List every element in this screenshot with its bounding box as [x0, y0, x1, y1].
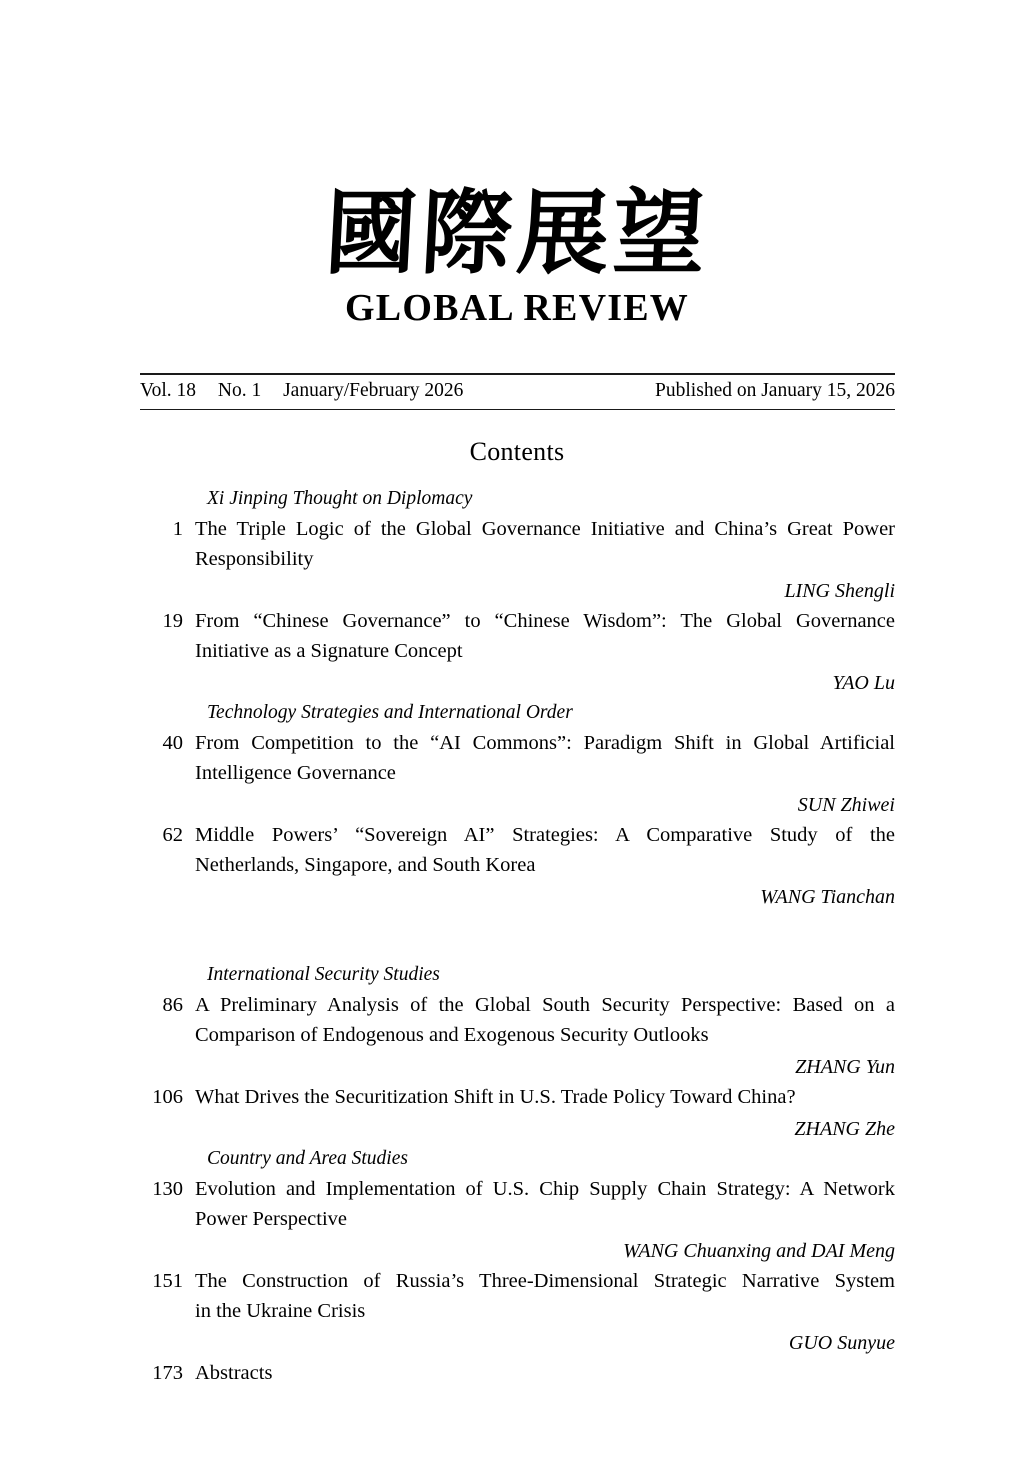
toc-entry-page-number: 86: [162, 994, 183, 1016]
toc-entry-author: YAO Lu: [832, 672, 895, 694]
toc-entry-title[interactable]: [195, 990, 895, 1050]
toc-entry-title-line: From Competition to the “AI Commons”: Paradigm Shift in Global Artificial: [195, 732, 895, 754]
toc-entry-page-number: 151: [152, 1270, 183, 1292]
toc-entry-title[interactable]: [195, 606, 895, 666]
toc-entry-author: WANG Chuanxing and DAI Meng: [623, 1240, 895, 1262]
toc-entry[interactable]: [140, 820, 895, 880]
toc-entry-title-line: Intelligence Governance: [195, 762, 396, 784]
toc-entry-title-line: From “Chinese Governance” to “Chinese Wisdom”: The Global Governance: [195, 610, 895, 632]
toc-entry-author: ZHANG Yun: [795, 1056, 895, 1078]
toc-entry-author: GUO Sunyue: [788, 1332, 895, 1354]
page-title: Contents: [469, 437, 565, 466]
toc-entry-page-number: 173: [152, 1362, 183, 1384]
toc-entry[interactable]: [140, 1082, 895, 1112]
issue-identifier: [140, 380, 463, 402]
toc-entry-author: SUN Zhiwei: [797, 794, 895, 816]
toc-entry-title-line: Comparison of Endogenous and Exogenous Security Outlooks: [195, 1024, 709, 1046]
toc-entry-page-number: 130: [152, 1178, 183, 1200]
toc-entry-title[interactable]: [195, 728, 895, 788]
issue-date: January/February 2026: [283, 380, 464, 401]
toc-entry[interactable]: [140, 606, 895, 666]
toc-entry-title-line: What Drives the Securitization Shift in U.S. Trade Policy Toward China?: [195, 1086, 796, 1108]
toc-entry-author: ZHANG Zhe: [794, 1118, 895, 1140]
toc-entry-page-number: 40: [162, 732, 183, 754]
toc-entry-title[interactable]: [195, 820, 895, 880]
table-of-contents: [140, 484, 895, 1388]
toc-entry-title-line: Netherlands, Singapore, and South Korea: [195, 854, 536, 876]
toc-entry-title-line: Middle Powers’ “Sovereign AI” Strategies: A Comparative Study of the: [195, 824, 895, 846]
toc-entry-title-line: Power Perspective: [195, 1208, 347, 1230]
toc-entry-author: LING Shengli: [784, 580, 895, 602]
issue-number: No. 1: [217, 380, 262, 401]
toc-entry-title[interactable]: [195, 1358, 895, 1388]
toc-entry-page-number: 19: [162, 610, 183, 632]
toc-entry[interactable]: [140, 1266, 895, 1326]
toc-entry-title[interactable]: [195, 1174, 895, 1234]
issue-published-date: Published on January 15, 2026: [655, 380, 895, 401]
toc-entry[interactable]: [140, 1358, 895, 1388]
toc-entry-title-line: The Triple Logic of the Global Governance Initiative and China’s Great Power: [195, 518, 895, 540]
toc-section-heading: Technology Strategies and International Order: [207, 702, 573, 723]
toc-section-heading: International Security Studies: [207, 964, 440, 985]
toc-entry[interactable]: [140, 514, 895, 574]
toc-entry-title-line: Initiative as a Signature Concept: [195, 640, 463, 662]
toc-entry-title-line: in the Ukraine Crisis: [195, 1300, 366, 1322]
toc-entry-page-number: 62: [162, 824, 183, 846]
toc-entry-title[interactable]: [195, 1266, 895, 1326]
toc-entry-title[interactable]: [195, 1082, 895, 1112]
toc-entry-title-line: Evolution and Implementation of U.S. Chip Supply Chain Strategy: A Network: [195, 1178, 895, 1200]
toc-entry-title-line: Abstracts: [195, 1362, 273, 1384]
toc-entry-page-number: 1: [172, 518, 183, 540]
toc-entry-title-line: The Construction of Russia’s Three-Dimensional Strategic Narrative System: [195, 1270, 895, 1292]
toc-entry-page-number: 106: [152, 1086, 183, 1108]
toc-section-heading: Xi Jinping Thought on Diplomacy: [207, 488, 473, 509]
issue-information-bar: [140, 373, 895, 410]
toc-entry[interactable]: [140, 728, 895, 788]
journal-logo-chinese: 國際展望: [322, 179, 712, 287]
issue-volume: Vol. 18: [140, 380, 196, 401]
toc-entry-title[interactable]: [195, 514, 895, 574]
masthead: [0, 179, 1034, 329]
toc-entry-author: WANG Tianchan: [760, 886, 895, 908]
journal-logo-english: GLOBAL REVIEW: [345, 286, 689, 329]
toc-entry[interactable]: [140, 1174, 895, 1234]
toc-entry-title-line: Responsibility: [195, 548, 314, 570]
toc-section-heading: Country and Area Studies: [207, 1148, 408, 1169]
toc-entry[interactable]: [140, 990, 895, 1050]
toc-entry-title-line: A Preliminary Analysis of the Global South Security Perspective: Based on a: [195, 994, 895, 1016]
